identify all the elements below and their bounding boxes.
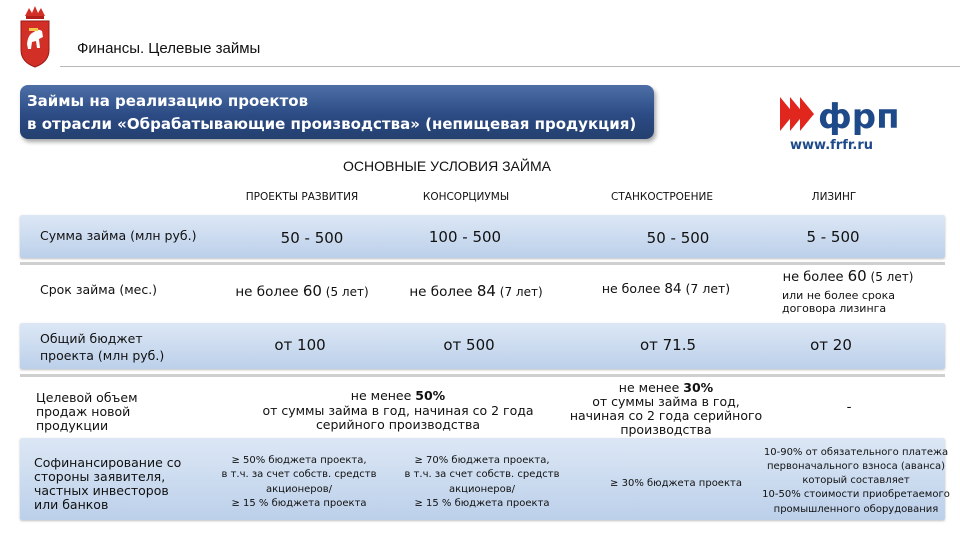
cell-cofin-leasing-2: первоначального взноса (аванса) bbox=[766, 461, 946, 472]
cell-budget-development: от 100 bbox=[274, 336, 326, 354]
row-label-cofinancing-3: частных инвесторов bbox=[34, 483, 169, 498]
main-heading: ОСНОВНЫЕ УСЛОВИЯ ЗАЙМА bbox=[343, 158, 551, 174]
cell-budget-machine-tools: от 71.5 bbox=[639, 336, 697, 354]
cell-cofin-leasing-5: промышленного оборудования bbox=[773, 504, 939, 515]
cell-term-consortiums: не более 84 (7 лет) bbox=[409, 282, 543, 300]
row-label-sales-3: продукции bbox=[36, 418, 109, 433]
row-label-budget-2: проекта (млн руб.) bbox=[40, 348, 165, 363]
cell-amount-machine-tools: 50 - 500 bbox=[646, 229, 710, 247]
cell-sales-development-consortiums-3: серийного производства bbox=[315, 417, 481, 432]
banner-line-2: в отрасли «Обрабатывающие производства» (непищевая продукция) bbox=[27, 115, 637, 133]
cell-cofin-consortiums-1: ≥ 70% бюджета проекта, bbox=[414, 455, 550, 466]
row-divider-sales bbox=[20, 374, 945, 377]
page-title: Финансы. Целевые займы bbox=[77, 40, 261, 57]
cell-term-leasing: не более 60 (5 лет) bbox=[782, 267, 914, 285]
row-label-cofinancing-4: или банков bbox=[34, 497, 109, 512]
row-divider-term bbox=[20, 262, 945, 265]
cell-term-leasing-note-2: договора лизинга bbox=[782, 302, 887, 315]
logo-wordmark: фрп bbox=[818, 97, 900, 137]
row-label-term: Срок займа (мес.) bbox=[40, 282, 158, 297]
cell-cofin-leasing-4: 10-50% стоимости приобретаемого bbox=[762, 489, 950, 500]
cell-cofin-consortiums-2: в т.ч. за счет собств. средств bbox=[404, 469, 560, 480]
cell-cofin-machine-tools: ≥ 30% бюджета проекта bbox=[610, 478, 742, 489]
cell-sales-leasing: - bbox=[846, 399, 852, 415]
cell-cofin-leasing-1: 10-90% от обязательного платежа bbox=[763, 447, 949, 458]
cell-cofin-consortiums-4: ≥ 15 % бюджета проекта bbox=[414, 498, 550, 509]
cell-sales-machine-tools-4: производства bbox=[620, 422, 712, 437]
cell-cofin-consortiums-3: акционеров/ bbox=[448, 484, 516, 495]
cell-sales-development-consortiums-2: от суммы займа в год, начиная со 2 года bbox=[262, 403, 534, 418]
cell-cofin-development-3: акционеров/ bbox=[265, 484, 333, 495]
column-header-development: ПРОЕКТЫ РАЗВИТИЯ bbox=[245, 191, 359, 203]
logo-url: www.frfr.ru bbox=[790, 138, 874, 153]
cell-budget-leasing: от 20 bbox=[810, 336, 852, 354]
cell-budget-consortiums: от 500 bbox=[443, 336, 495, 354]
banner-line-1: Займы на реализацию проектов bbox=[27, 92, 309, 110]
column-header-machine-tools: СТАНКОСТРОЕНИЕ bbox=[611, 191, 713, 203]
cell-cofin-development-2: в т.ч. за счет собств. средств bbox=[221, 469, 377, 480]
cell-amount-leasing: 5 - 500 bbox=[806, 228, 860, 246]
cell-cofin-leasing-3: который составляет bbox=[802, 475, 910, 486]
frp-logo bbox=[780, 95, 905, 137]
cell-cofin-development-1: ≥ 50% бюджета проекта, bbox=[231, 455, 367, 466]
cell-amount-consortiums: 100 - 500 bbox=[428, 228, 502, 246]
row-label-sales-2: продаж новой bbox=[36, 404, 131, 419]
cell-sales-development-consortiums-1: не менее 50% bbox=[350, 388, 446, 403]
column-header-leasing: ЛИЗИНГ bbox=[811, 191, 857, 203]
perm-krai-coat-of-arms-icon bbox=[18, 4, 52, 68]
cell-term-machine-tools: не более 84 (7 лет) bbox=[601, 281, 731, 297]
header-divider bbox=[60, 66, 960, 67]
cell-term-development: не более 60 (5 лет) bbox=[235, 282, 369, 300]
cell-term-leasing-note-1: или не более срока bbox=[782, 289, 896, 302]
row-label-cofinancing-1: Софинансирование со bbox=[34, 455, 182, 470]
cell-sales-machine-tools-3: начиная со 2 года серийного bbox=[569, 408, 763, 423]
row-label-budget-1: Общий бюджет bbox=[40, 331, 143, 346]
cell-amount-development: 50 - 500 bbox=[280, 229, 344, 247]
row-label-sales-1: Целевой объем bbox=[36, 390, 138, 405]
row-label-cofinancing-2: стороны заявителя, bbox=[34, 469, 166, 484]
cell-sales-machine-tools-2: от суммы займа в год, bbox=[592, 394, 740, 409]
row-label-amount: Сумма займа (млн руб.) bbox=[40, 228, 197, 243]
cell-cofin-development-4: ≥ 15 % бюджета проекта bbox=[231, 498, 367, 509]
cell-sales-machine-tools-1: не менее 30% bbox=[618, 380, 714, 395]
column-header-consortiums: КОНСОРЦИУМЫ bbox=[422, 191, 510, 203]
